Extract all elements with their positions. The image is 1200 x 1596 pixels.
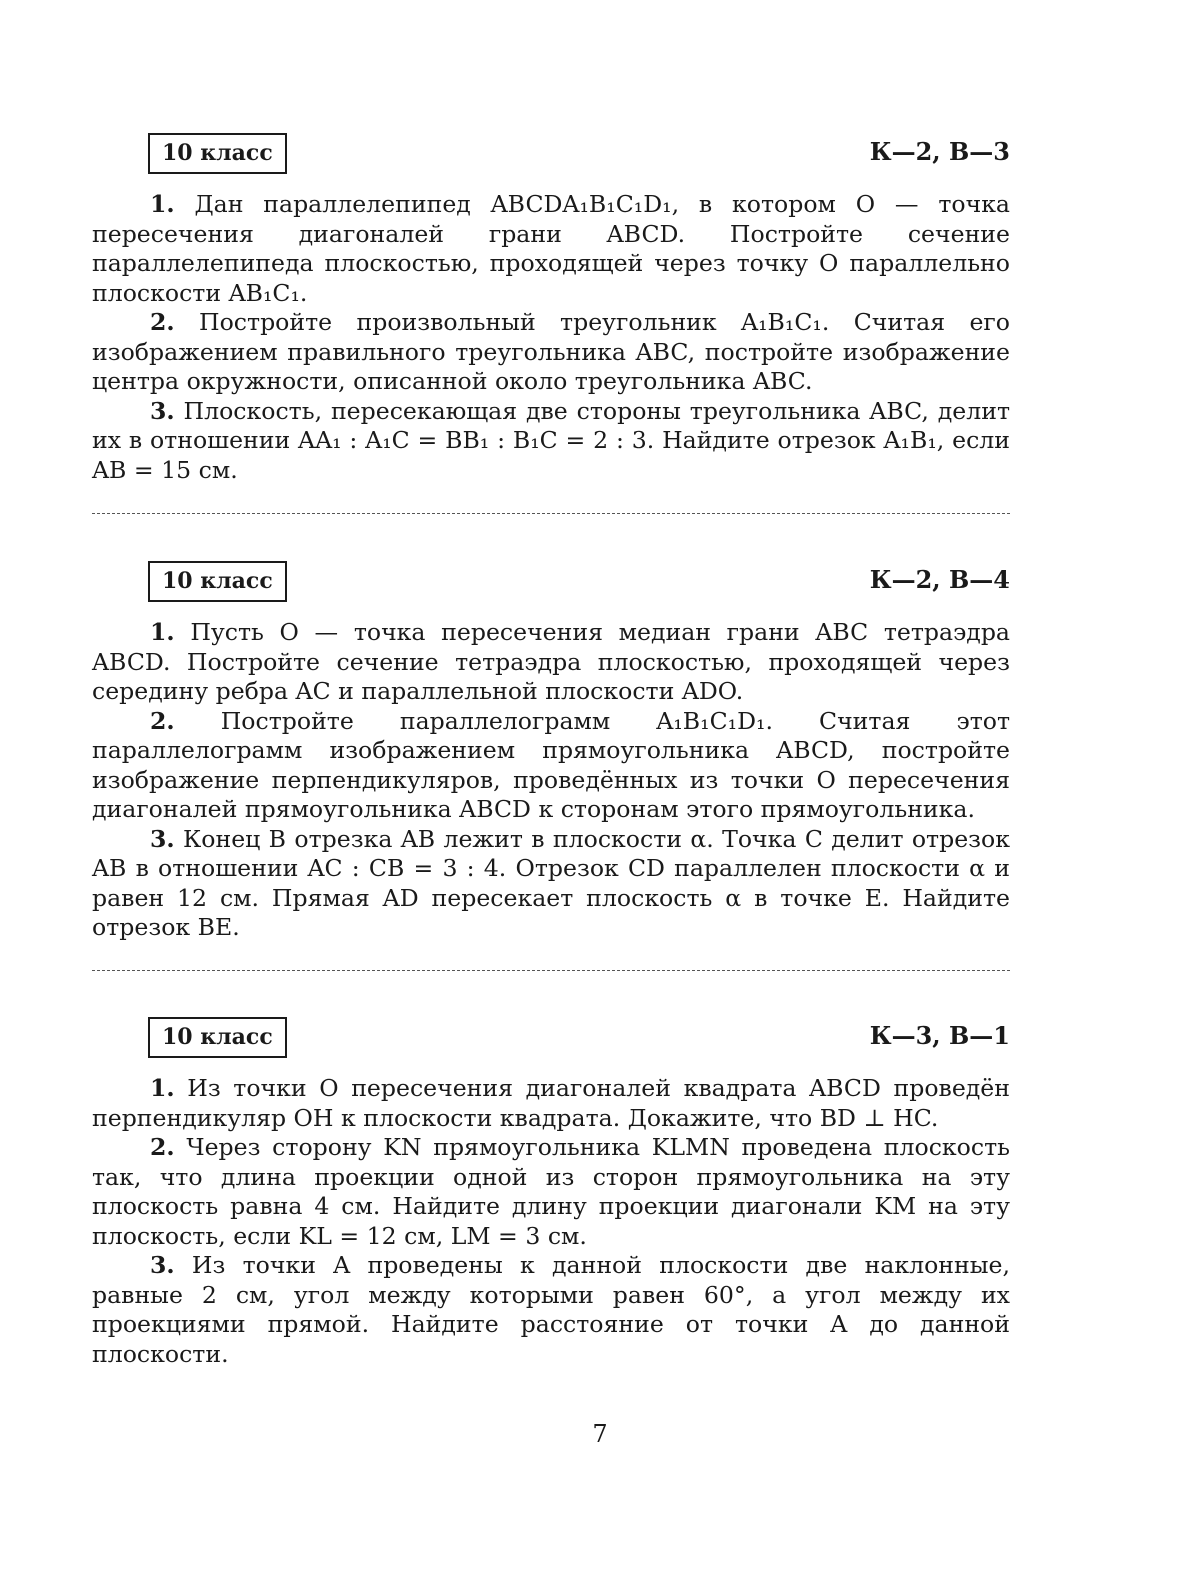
problem [92, 1133, 1010, 1251]
problem-number: 3. [150, 824, 175, 853]
problem-text: Через сторону KN прямоугольника KLMN проведена плоскость так, что длина проекции одной из сторон прямоугольника на эту плоскость равна 4 см. Найдите длину проекции диагонали KM на эту плоскость, если KL = 12 см, LM = 3 см. [92, 1133, 1010, 1250]
problem-text: Дан параллелепипед ABCDA₁B₁C₁D₁, в котором O — точка пересечения диагоналей грани ABCD. Постройте сечение параллелепипеда плоскостью, проходящей через точку O параллельно плоскости AB₁C₁. [92, 190, 1011, 307]
problem [92, 825, 1010, 943]
problem-number: 1. [150, 1074, 175, 1102]
problem-number: 3. [150, 396, 175, 425]
problem-text: Постройте параллелограмм A₁B₁C₁D₁. Считая этот параллелограмм изображением прямоугольника ABCD, постройте изображение перпендикуляров, проведённых из точки O пересечения диагоналей прямоугольника ABCD к сторонам этого прямоугольника. [92, 706, 1010, 823]
problem-number: 3. [150, 1251, 175, 1279]
section-header [92, 561, 1010, 601]
problem-list [92, 190, 1010, 485]
section-header [92, 1017, 1010, 1057]
problem-number: 2. [150, 706, 175, 735]
variant-code: К—3, В—1 [869, 1021, 1010, 1050]
problem-list [92, 618, 1010, 943]
dashed-divider [92, 970, 1010, 971]
problem-text: Конец B отрезка AB лежит в плоскости α. Точка C делит отрезок AB в отношении AC : CB = 3 : 4. Отрезок CD параллелен плоскости α и равен 12 см. Прямая AD пересекает плоскость α в точке E. Найдите отрезок BE. [92, 824, 1010, 941]
grade-box: 10 класс [148, 133, 287, 174]
grade-box: 10 класс [148, 1017, 287, 1058]
problem [92, 308, 1010, 397]
problem-text: Постройте произвольный треугольник A₁B₁C₁. Считая его изображением правильного треугольника ABC, постройте изображение центра окружности, описанной около треугольника ABC. [92, 308, 1010, 395]
problem-text: Пусть O — точка пересечения медиан грани ABC тетраэдра ABCD. Постройте сечение тетраэдра плоскостью, проходящей через середину ребра AC и параллельной плоскости ADO. [92, 618, 1011, 705]
problem [92, 190, 1010, 308]
problem [92, 397, 1010, 486]
problem-list [92, 1074, 1010, 1369]
problem-number: 2. [150, 308, 175, 336]
test-section [92, 1017, 1010, 1369]
test-section [92, 561, 1010, 943]
problem-number: 2. [150, 1133, 175, 1161]
variant-code: К—2, В—4 [869, 565, 1010, 594]
variant-code: К—2, В—3 [869, 137, 1010, 166]
problem [92, 1251, 1010, 1369]
problem-text: Плоскость, пересекающая две стороны треугольника ABC, делит их в отношении AA₁ : A₁C = BB₁ : B₁C = 2 : 3. Найдите отрезок A₁B₁, если AB = 15 см. [92, 396, 1011, 484]
problem-number: 1. [150, 618, 175, 646]
grade-box: 10 класс [148, 561, 287, 602]
problem-number: 1. [150, 190, 175, 218]
section-header [92, 133, 1010, 173]
problem-text: Из точки O пересечения диагоналей квадрата ABCD проведён перпендикуляр OH к плоскости квадрата. Докажите, что BD ⊥ HC. [92, 1074, 1010, 1132]
dashed-divider [92, 513, 1010, 514]
test-section [92, 133, 1010, 485]
page-number: 7 [592, 1420, 608, 1448]
problem [92, 618, 1010, 707]
problem [92, 1074, 1010, 1133]
problem-text: Из точки A проведены к данной плоскости две наклонные, равные 2 см, угол между которыми равен 60°, а угол между их проекциями прямой. Найдите расстояние от точки A до данной плоскости. [92, 1251, 1011, 1368]
problem [92, 707, 1010, 825]
